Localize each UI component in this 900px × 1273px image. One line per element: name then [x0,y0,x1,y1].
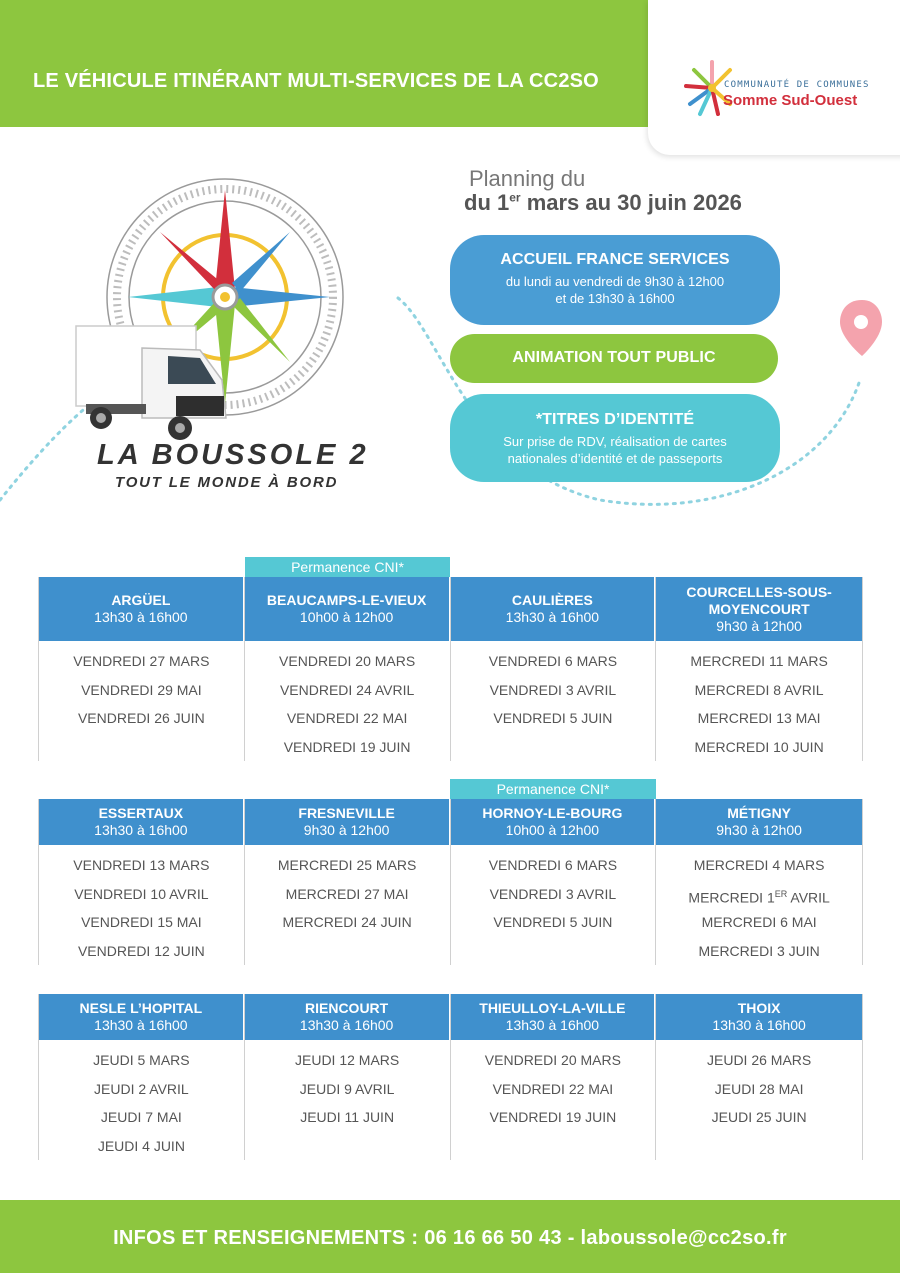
commune-column [245,577,451,761]
commune-name: MÉTIGNY [727,805,792,821]
commune-hours: 9h30 à 12h00 [716,822,802,838]
commune-hours: 13h30 à 16h00 [94,822,188,838]
schedule-row-2 [38,799,863,965]
visit-date: MERCREDI 4 MARS [693,857,825,873]
visit-date: VENDREDI 22 MAI [286,710,408,726]
visit-date: MERCREDI 10 JUIN [694,738,824,755]
commune-hours: 13h30 à 16h00 [299,1017,394,1033]
commune-header [39,577,244,641]
visit-date: MERCREDI 24 JUIN [282,914,412,930]
commune-name: RIENCOURT [305,1000,389,1016]
page-title: LE VÉHICULE ITINÉRANT MULTI-SERVICES DE LA CC2SO [33,70,599,92]
visit-date: MERCREDI 13 MAI [697,710,821,726]
commune-column [245,799,451,965]
visit-date: MERCREDI 11 MARS [690,653,828,669]
commune-name: THOIX [737,1000,781,1016]
visit-date: MERCREDI 3 JUIN [698,942,820,959]
service-title: *TITRES D’IDENTITÉ [535,411,695,428]
commune-hours: 13h30 à 16h00 [94,1017,188,1033]
commune-header [656,994,862,1040]
visit-date: VENDREDI 24 AVRIL [279,681,415,698]
commune-name: ARGÜEL [111,592,171,608]
van-icon [76,326,226,440]
commune-name: THIEULLOY-LA-VILLE [479,1000,626,1016]
commune-header [39,994,244,1040]
visit-date: VENDREDI 5 JUIN [493,710,613,726]
commune-name: HORNOY-LE-BOURG [482,805,623,821]
visit-date: VENDREDI 13 MARS [73,857,210,873]
visit-date: VENDREDI 5 JUIN [493,914,613,930]
visit-date: JEUDI 26 MARS [707,1052,812,1068]
commune-header [245,994,450,1040]
visit-date: VENDREDI 10 AVRIL [74,885,209,902]
visit-date: VENDREDI 19 JUIN [283,738,411,755]
visit-date: JEUDI 7 MAI [100,1109,182,1125]
visit-date: VENDREDI 20 MARS [484,1052,621,1068]
commune-hours: 10h00 à 12h00 [299,609,394,625]
visit-date: JEUDI 2 AVRIL [94,1080,189,1097]
commune-column [451,577,657,761]
visit-date: JEUDI 28 MAI [714,1080,804,1097]
commune-column [451,799,657,965]
commune-header [656,577,862,641]
visit-date: VENDREDI 27 MARS [73,653,210,669]
visit-date: VENDREDI 26 JUIN [77,710,205,726]
logo-text-line1: COMMUNAUTÉ DE COMMUNES [724,80,870,90]
brand-title: LA BOUSSOLE 2 [97,439,369,471]
visit-date: VENDREDI 22 MAI [492,1080,614,1097]
visit-date: VENDREDI 3 AVRIL [489,681,617,698]
commune-column [451,994,657,1160]
service-line: nationales d’identité et de passeports [507,451,723,466]
commune-header [451,577,656,641]
visit-date: VENDREDI 20 MARS [279,653,416,669]
commune-name-line2: MOYENCOURT [708,600,810,617]
brand-subtitle: TOUT LE MONDE À BORD [115,474,339,491]
visit-date: JEUDI 11 JUIN [300,1109,395,1125]
commune-column [656,577,863,761]
visit-date: MERCREDI 8 AVRIL [694,681,824,698]
commune-hours: 13h30 à 16h00 [505,1017,600,1033]
commune-name: CAULIÈRES [511,592,593,608]
commune-name: BEAUCAMPS-LE-VIEUX [266,592,427,608]
commune-column [245,994,451,1160]
service-animation-tout-public [450,334,778,383]
commune-hours: 10h00 à 12h00 [505,822,600,838]
visit-date: VENDREDI 12 JUIN [77,942,205,959]
commune-hours: 13h30 à 16h00 [94,609,188,625]
commune-header [656,799,862,845]
visit-date: VENDREDI 6 MARS [488,653,618,669]
commune-hours: 9h30 à 12h00 [303,822,390,838]
service-accueil-france-services [450,235,780,325]
visit-date: JEUDI 25 JUIN [711,1109,807,1125]
visit-date: VENDREDI 6 MARS [488,857,618,873]
commune-header [245,577,450,641]
commune-column [38,799,245,965]
logo-text-line2: Somme Sud-Ouest [723,92,858,109]
commune-hours: 13h30 à 16h00 [505,609,600,625]
commune-header [451,994,656,1040]
visit-date: VENDREDI 15 MAI [81,914,202,930]
visit-date: MERCREDI 27 MAI [285,885,409,902]
visit-date: JEUDI 5 MARS [93,1052,190,1068]
service-line: du lundi au vendredi de 9h30 à 12h00 [505,274,725,289]
service-titres-identite [450,394,780,482]
visit-date: VENDREDI 3 AVRIL [489,885,617,902]
schedule-row-1 [38,577,863,761]
commune-column [38,577,245,761]
commune-column [656,994,863,1160]
commune-name-line1: COURCELLES-SOUS- [686,583,832,600]
visit-date: MERCREDI 1ER AVRIL [688,888,830,906]
visit-date: JEUDI 12 MARS [295,1052,400,1068]
commune-name: FRESNEVILLE [298,805,395,821]
planning-period: du 1er mars au 30 juin 2026 [464,190,742,215]
service-title: ANIMATION TOUT PUBLIC [512,349,716,366]
commune-name: NESLE L’HOPITAL [79,1000,203,1016]
commune-header [39,799,244,845]
commune-header [245,799,450,845]
schedule-row-3 [38,994,863,1160]
permanence-cni-tab: Permanence CNI* [450,779,656,799]
planning-heading: Planning du [469,166,586,191]
visit-date: MERCREDI 25 MARS [277,857,417,873]
permanence-cni-tab: Permanence CNI* [245,557,450,577]
visit-date: VENDREDI 19 JUIN [489,1109,617,1125]
dotted-route [0,400,95,500]
commune-header [451,799,656,845]
commune-hours: 9h30 à 12h00 [716,617,802,634]
visit-date: JEUDI 9 AVRIL [299,1080,395,1097]
contact-info: INFOS ET RENSEIGNEMENTS : 06 16 66 50 43 - laboussole@cc2so.fr [113,1227,787,1249]
commune-hours: 13h30 à 16h00 [712,1017,806,1033]
commune-name: ESSERTAUX [98,805,184,821]
visit-date: MERCREDI 6 MAI [701,914,817,930]
location-pin-icon [840,300,882,356]
service-line: Sur prise de RDV, réalisation de cartes [503,434,727,449]
commune-column [38,994,245,1160]
commune-column [656,799,863,965]
service-line: et de 13h30 à 16h00 [555,291,675,306]
visit-date: VENDREDI 29 MAI [81,681,202,698]
visit-date: JEUDI 4 JUIN [97,1137,185,1154]
service-title: ACCUEIL FRANCE SERVICES [500,251,730,268]
